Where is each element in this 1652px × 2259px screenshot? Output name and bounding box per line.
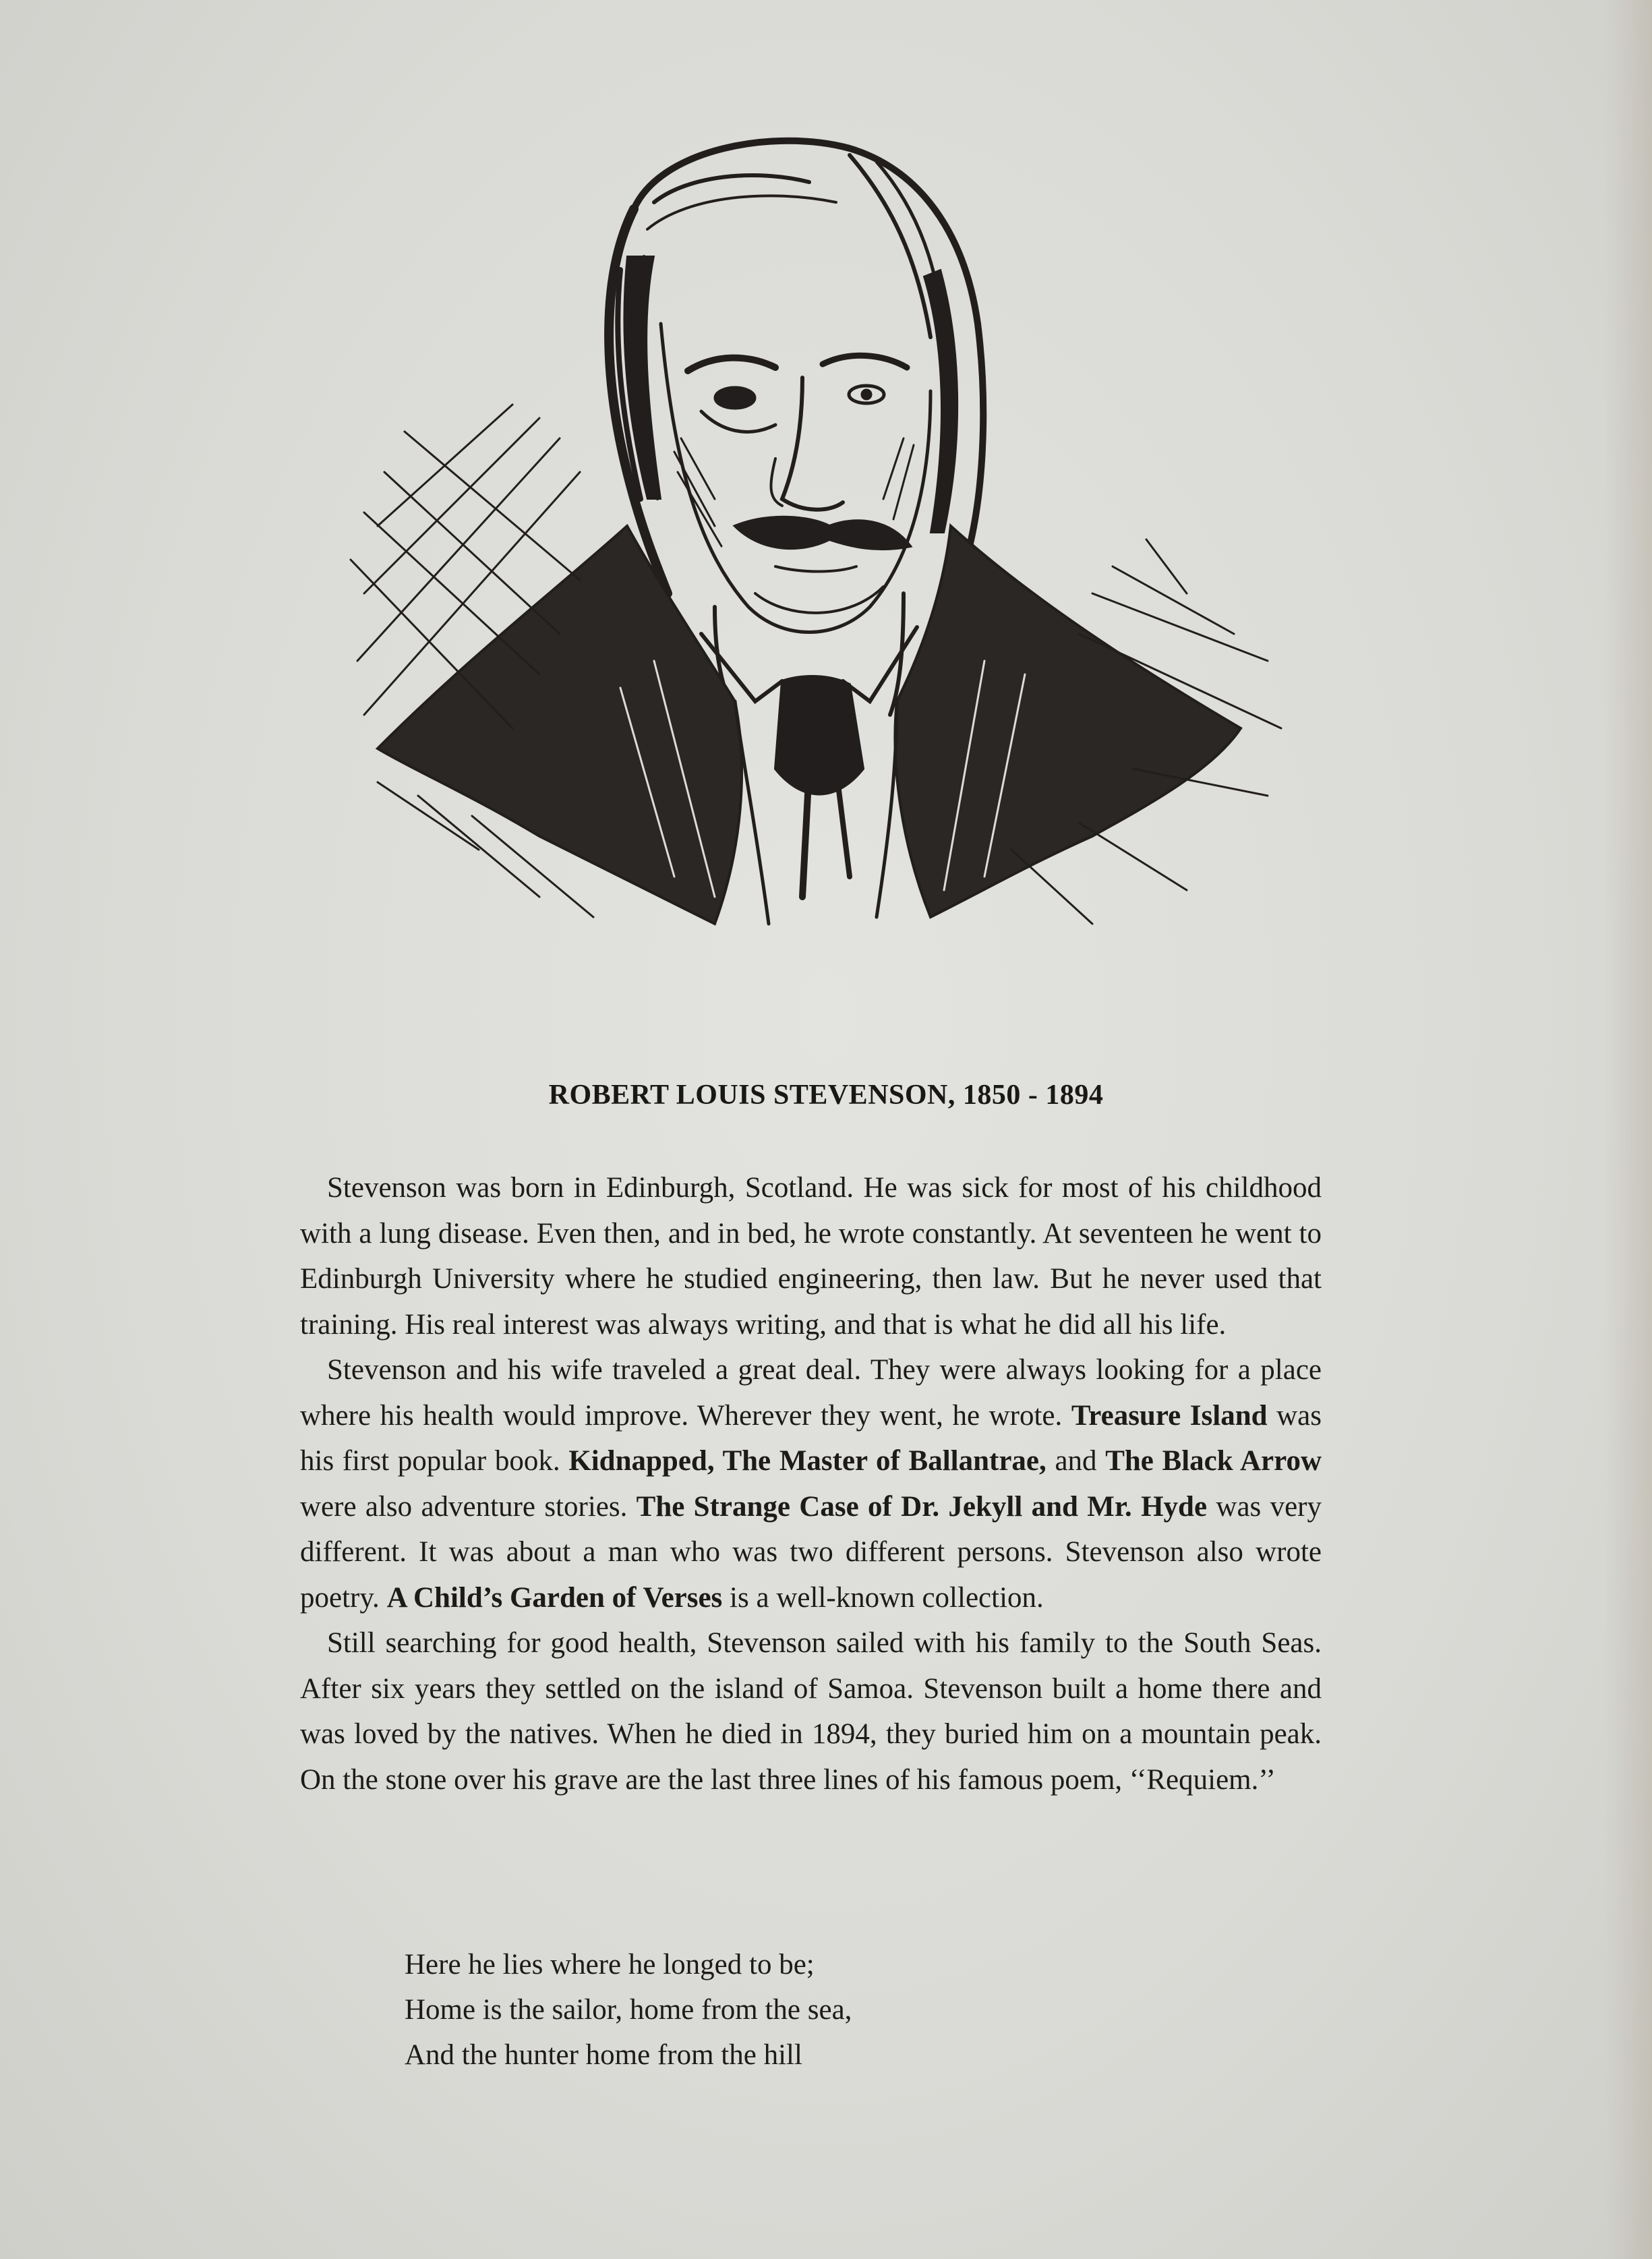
- paragraph-text: Stevenson and his wife traveled a great deal. They were always looking for a place where his health would improve. Wherever they went, he wrote.: [300, 1354, 1322, 1432]
- portrait-illustration: [337, 121, 1295, 931]
- book-title-treasure-island: Treasure Island: [1071, 1399, 1268, 1432]
- paragraph-text: was very different. It was about a man who was two different persons. Stevenson also wrote poetry.: [300, 1490, 1322, 1614]
- paragraph-text: Stevenson was born in Edinburgh, Scotland. He was sick for most of his childhood with a lung disease. Even then, and in bed, he wrote constantly. At seventeen he went to Edinburgh University where he studied engineering, then law. But he never used that training. His real interest was always writing, and that is what he did all his life.: [300, 1172, 1322, 1341]
- paragraph-text: is a well-known collection.: [722, 1581, 1044, 1614]
- poem-line: Home is the sailor, home from the sea,: [405, 1994, 852, 2026]
- paragraph-text: was his first popular book.: [300, 1399, 1322, 1477]
- paragraph-text: Still searching for good health, Stevenson sailed with his family to the South Seas. After six years they settled on the island of Samoa. Stevenson built a home there and was loved by the natives. When he died in 1894, they buried him on a mountain peak. On the stone over his grave are the last three lines of his famous poem, ‘‘Requiem.’’: [300, 1627, 1322, 1796]
- poem-line: And the hunter home from the hill: [405, 2039, 802, 2071]
- requiem-poem: [405, 1942, 852, 2078]
- page-edge-shadow: [1605, 0, 1652, 2259]
- paragraph-text: were also adventure stories.: [300, 1490, 637, 1523]
- book-title-kidnapped-ballantrae: Kidnapped, The Master of Ballantrae,: [568, 1445, 1046, 1477]
- paragraph: [300, 1620, 1322, 1802]
- paragraph-text: and: [1046, 1445, 1106, 1477]
- book-title-childs-garden: A Child’s Garden of Verses: [386, 1581, 723, 1614]
- book-title-black-arrow: The Black Arrow: [1105, 1445, 1322, 1477]
- paragraph: [300, 1165, 1322, 1347]
- biography-text: [300, 1165, 1322, 1802]
- paragraph: [300, 1347, 1322, 1620]
- page-title: ROBERT LOUIS STEVENSON, 1850 - 1894: [548, 1080, 1104, 1111]
- poem-line: Here he lies where he longed to be;: [405, 1949, 815, 1981]
- book-title-jekyll-hyde: The Strange Case of Dr. Jekyll and Mr. Hyde: [636, 1490, 1208, 1523]
